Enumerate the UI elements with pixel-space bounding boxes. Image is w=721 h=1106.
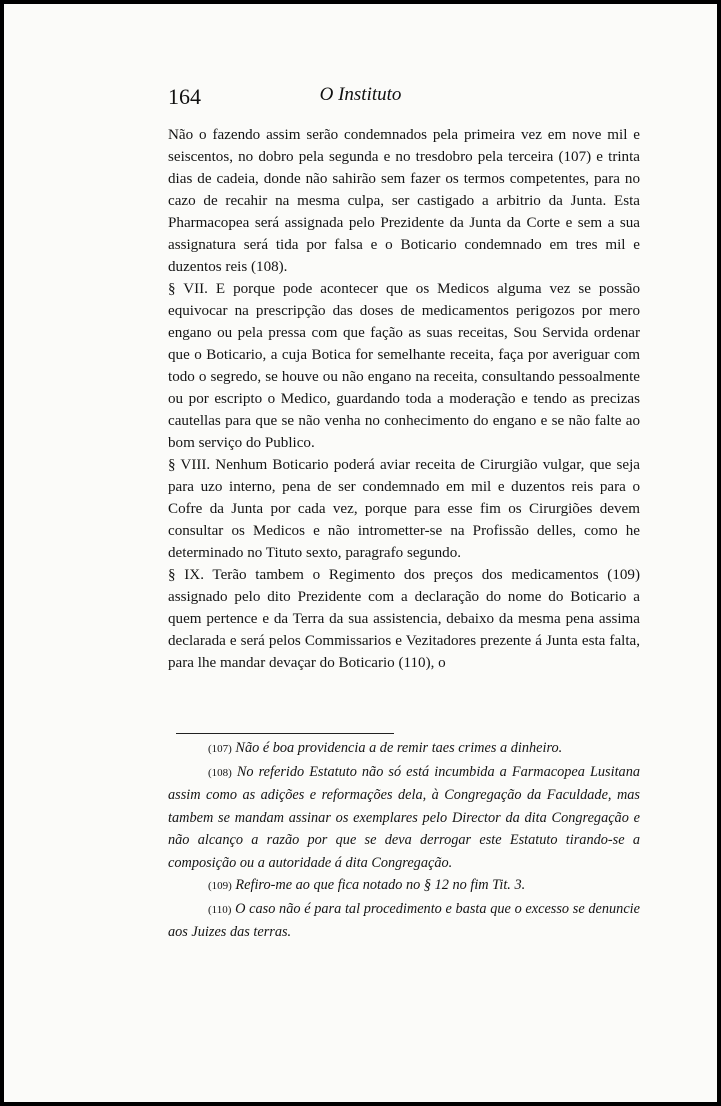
footnote — [168, 761, 640, 875]
paragraph-section-vii: § VII. E porque pode acontecer que os Medicos alguma vez se possão equivocar na prescripção das doses de medicamentos perigozos por mero engano ou pela pressa com que fação as suas receitas, Sou Servida ordenar que o Boticario, a cuja Botica for semelhante receita, faça por averiguar com todo o segredo, se houve ou não engano na receita, consultando pessoalmente ou por escripto o Medico, guardando toda a moderação e tendo as precizas cautellas para que se não venha no conhecimento do engano e se não falte ao bom serviço do Publico. — [168, 281, 640, 451]
footnote-text: Refiro-me ao que fica notado no § 12 no fim Tit. 3. — [235, 877, 526, 893]
footnote-number: (109) — [208, 880, 232, 892]
footnote-number: (107) — [208, 743, 232, 755]
paragraph-section-ix: § IX. Terão tambem o Regimento dos preços dos medicamentos (109) assignado pelo dito Prezidente com a declaração do nome do Boticario a quem pertence e da Terra da sua assistencia, debaixo da mesma pena assima declarada e será pelos Commissarios e Vezitadores prezente á Junta esta falta, para lhe mandar devaçar do Boticario (110), o — [168, 567, 640, 671]
page-number: 164 — [168, 84, 201, 109]
footnote-text: O caso não é para tal procedimento e basta que o excesso se denuncie aos Juizes das terras. — [168, 900, 640, 940]
footnote-number: (110) — [208, 903, 232, 916]
paragraph: Não o fazendo assim serão condemnados pela primeira vez em nove mil e seiscentos, no dobro pela segunda e no tresdobro pela terceira (107) e trinta dias de cadeia, donde não sahirão sem fazer os termos competentes, para no cazo de recahir na mesma culpa, ser castigado a arbitrio da Junta. Esta Pharmacopea será assignada pelo Prezidente da Junta da Corte e sem a sua assignatura será tida por falsa e o Boticario condemnado em tres mil e duzentos reis (108). — [168, 127, 640, 275]
footnote — [168, 898, 640, 944]
body-text — [168, 124, 640, 674]
footnotes — [168, 737, 640, 944]
footnote-text: Não é boa providencia a de remir taes crimes a dinheiro. — [235, 740, 563, 756]
running-title: O Instituto — [319, 84, 402, 105]
footnote-text: No referido Estatuto não só está incumbida a Farmacopea Lusitana assim como as adições e reformações dela, à Congregação da Faculdade, mas tambem se mandam assinar os exemplares pelo Director da dita Congregação e não alcanço a razão por que se deva derrogar este Estatuto tirando-se a composição ou a autoridade á dita Congregação. — [168, 763, 641, 871]
paragraph-section-viii: § VIII. Nenhum Boticario poderá aviar receita de Cirurgião vulgar, que seja para uzo interno, pena de ser condemnado em mil e duzentos reis para o Cofre da Junta por cada vez, porque para esse fim os Cirurgiões devem consultar os Medicos e não intrometter-se na Profissão delles, como he determinado no Tituto sexto, paragrafo segundo. — [168, 457, 640, 561]
footnote-divider — [176, 733, 394, 734]
footnote — [168, 874, 640, 898]
page-header — [4, 84, 717, 114]
footnote-number: (108) — [208, 766, 232, 779]
footnote — [168, 737, 640, 761]
document-page — [4, 4, 717, 1102]
